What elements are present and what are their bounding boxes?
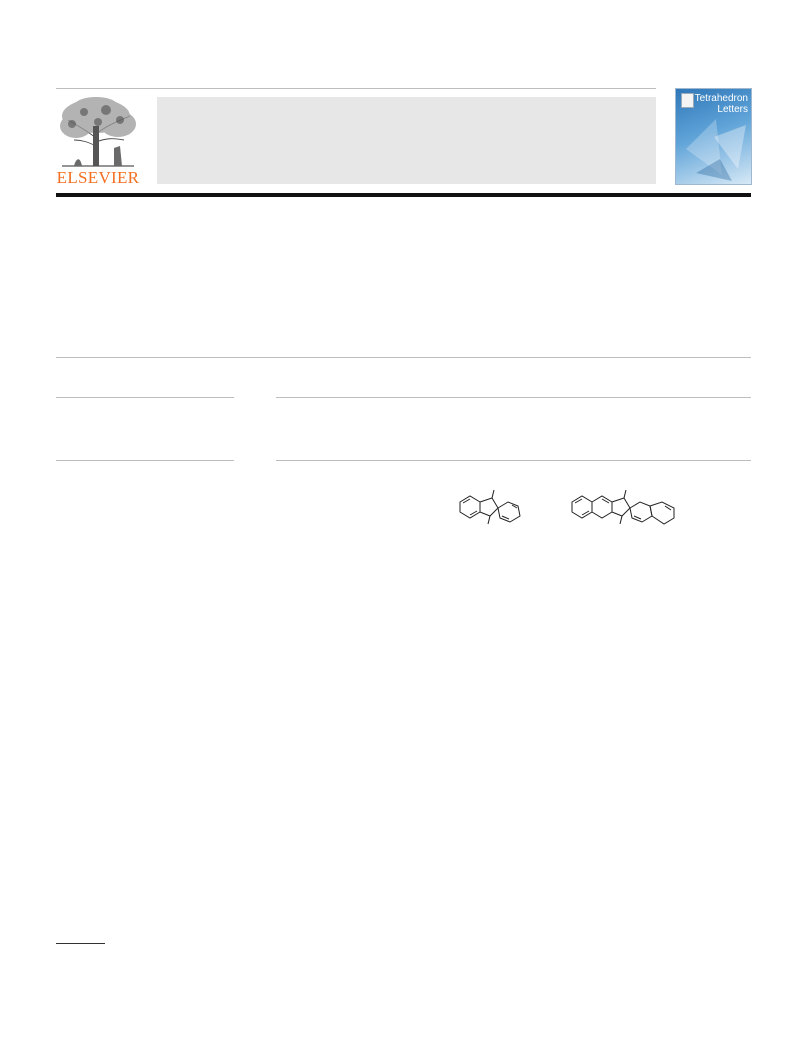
fused-naphthalene-ring-structure [572,490,674,524]
header-separator-bar [56,193,751,197]
article-info-rule-top [56,397,234,398]
cover-triangles-graphic [676,89,751,184]
journal-masthead-box [157,97,656,184]
publisher-wordmark: ELSEVIER [56,168,140,187]
chemical-structures-graphic [452,482,702,530]
article-info-rule-bottom [56,460,234,461]
section-rule [56,357,751,358]
tree-engraving-icon [56,96,140,168]
footnote-rule [56,943,105,944]
top-rule [56,88,656,89]
journal-cover-thumbnail [675,88,752,185]
fused-benzene-ring-structure [460,490,520,524]
cover-journal-title: Tetrahedron Letters [694,93,748,115]
abstract-rule-top [276,397,751,398]
abstract-rule-bottom [276,460,751,461]
